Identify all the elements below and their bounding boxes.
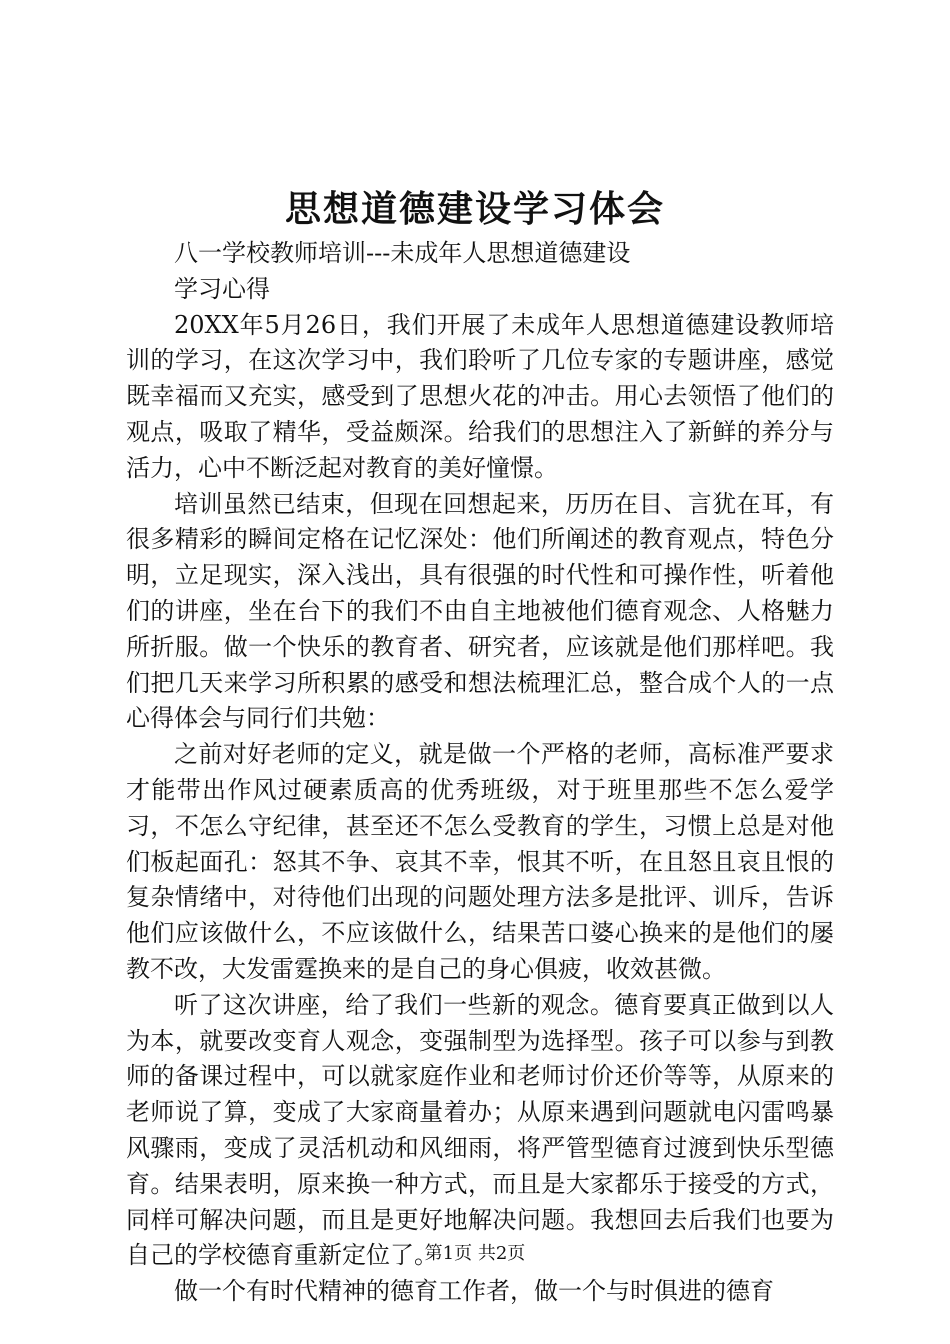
subtitle-line-2: 学习心得 bbox=[174, 274, 270, 303]
document-body bbox=[126, 236, 834, 1310]
subtitle-line-1: 八一学校教师培训---未成年人思想道德建设 bbox=[174, 239, 631, 267]
page-footer: 第1页 共2页 bbox=[424, 1243, 526, 1264]
paragraph-3: 之前对好老师的定义，就是做一个严格的老师，高标准严要求才能带出作风过硬素质高的优秀班级，对于班里那些不怎么爱学习，不怎么守纪律，甚至还不怎么受教育的学生，习惯上总是对他们板起面孔：怒其不争、哀其不幸，恨其不听，在且怒且哀且恨的复杂情绪中，对待他们出现的问题处理方法多是批评、训斥，告诉他们应该做什么，不应该做什么，结果苦口婆心换来的是他们的屡教不改，大发雷霆换来的是自己的身心俱疲，收效甚微。 bbox=[126, 740, 834, 983]
paragraph-5: 做一个有时代精神的德育工作者，做一个与时俱进的德育 bbox=[174, 1277, 774, 1306]
paragraph-2: 培训虽然已结束，但现在回想起来，历历在目、言犹在耳，有很多精彩的瞬间定格在记忆深处：他们所阐述的教育观点，特色分明，立足现实，深入浅出，具有很强的时代性和可操作性，听着他们的讲座，坐在台下的我们不由自主地被他们德育观念、人格魅力所折服。做一个快乐的教育者、研究者，应该就是他们那样吧。我们把几天来学习所积累的感受和想法梳理汇总，整合成个人的一点心得体会与同行们共勉： bbox=[126, 489, 834, 733]
paragraph-4: 听了这次讲座，给了我们一些新的观念。德育要真正做到以人为本，就要改变育人观念，变强制型为选择型。孩子可以参与到教师的备课过程中，可以就家庭作业和老师讨价还价等等，从原来的老师说了算，变成了大家商量着办；从原来遇到问题就电闪雷鸣暴风骤雨，变成了灵活机动和风细雨，将严管型德育过渡到快乐型德育。结果表明，原来换一种方式，而且是大家都乐于接受的方式，同样可解决问题，而且是更好地解决问题。我想回去后我们也要为自己的学校德育重新定位了。 bbox=[126, 990, 834, 1270]
document-title: 思想道德建设学习体会 bbox=[284, 188, 665, 230]
paragraph-1: 20XX年5月26日，我们开展了未成年人思想道德建设教师培训的学习，在这次学习中，我们聆听了几位专家的专题讲座，感觉既幸福而又充实，感受到了思想火花的冲击。用心去领悟了他们的观点，吸取了精华，受益颇深。给我们的思想注入了新鲜的养分与活力，心中不断泛起对教育的美好憧憬。 bbox=[126, 310, 834, 482]
